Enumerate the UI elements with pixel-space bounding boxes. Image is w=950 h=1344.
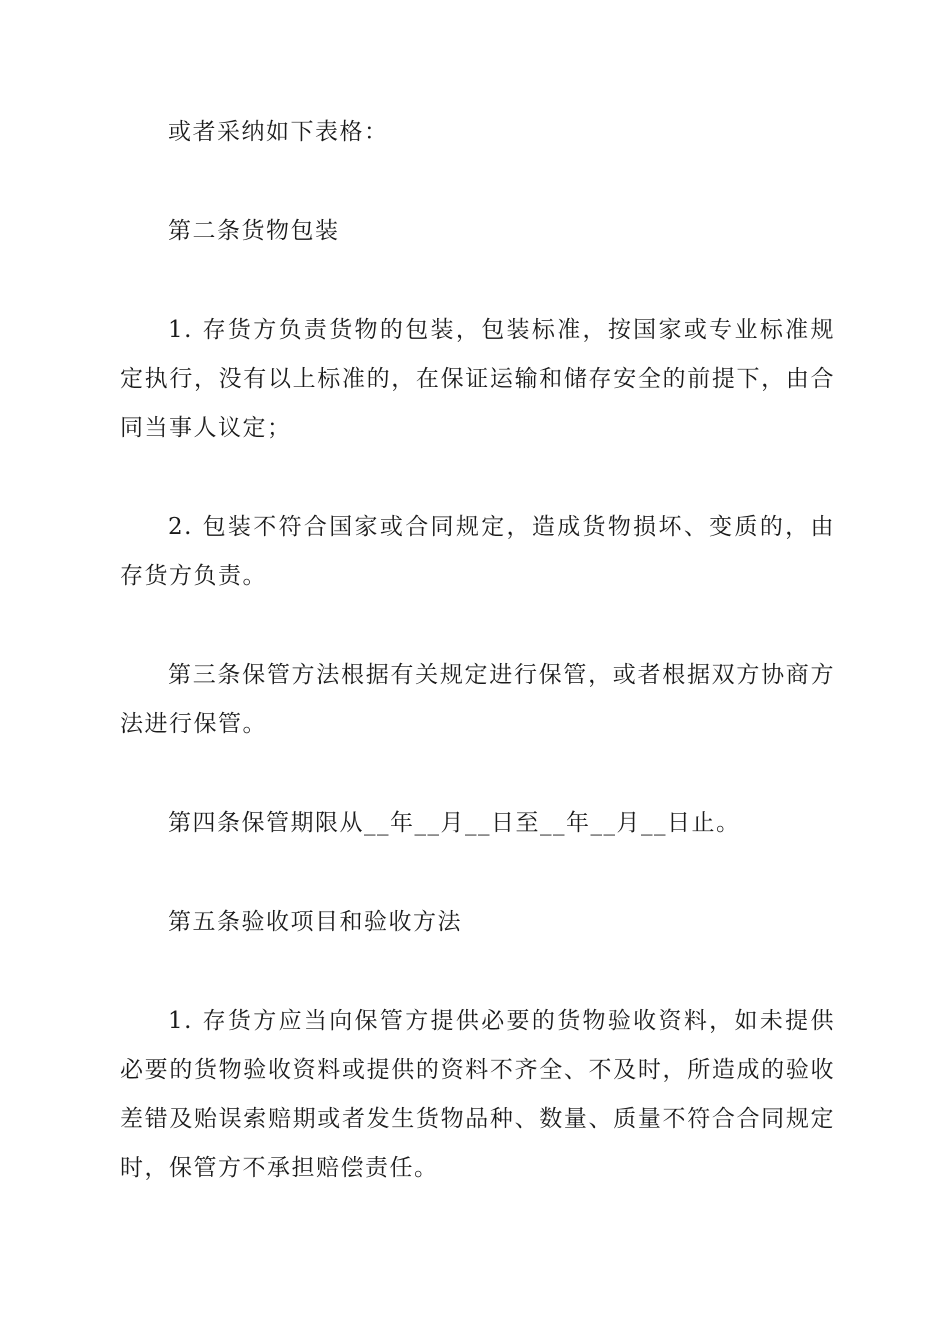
paragraph-inspection-clause-1: 1. 存货方应当向保管方提供必要的货物验收资料，如未提供必要的货物验收资料或提供的资料不齐全、不及时，所造成的验收差错及贻误索赔期或者发生货物品种、数量、质量不符合合同规定时，保管方不承担赔偿责任。	[120, 1008, 835, 1181]
paragraph-article-3-storage-method: 第三条保管方法根据有关规定进行保管，或者根据双方协商方法进行保管。	[120, 662, 835, 737]
document-page	[120, 108, 835, 1243]
paragraph-packaging-clause-1: 1. 存货方负责货物的包装，包装标准，按国家或专业标准规定执行，没有以上标准的，在保证运输和储存安全的前提下，由合同当事人议定；	[120, 317, 835, 441]
paragraph-article-4-storage-period: 第四条保管期限从__年__月__日至__年__月__日止。	[168, 810, 741, 836]
paragraph-table-intro: 或者采纳如下表格：	[168, 119, 389, 145]
heading-article-2-packaging: 第二条货物包装	[168, 218, 340, 244]
paragraph-packaging-clause-2: 2. 包装不符合国家或合同规定，造成货物损坏、变质的，由存货方负责。	[120, 514, 835, 589]
heading-article-5-inspection: 第五条验收项目和验收方法	[168, 909, 462, 935]
